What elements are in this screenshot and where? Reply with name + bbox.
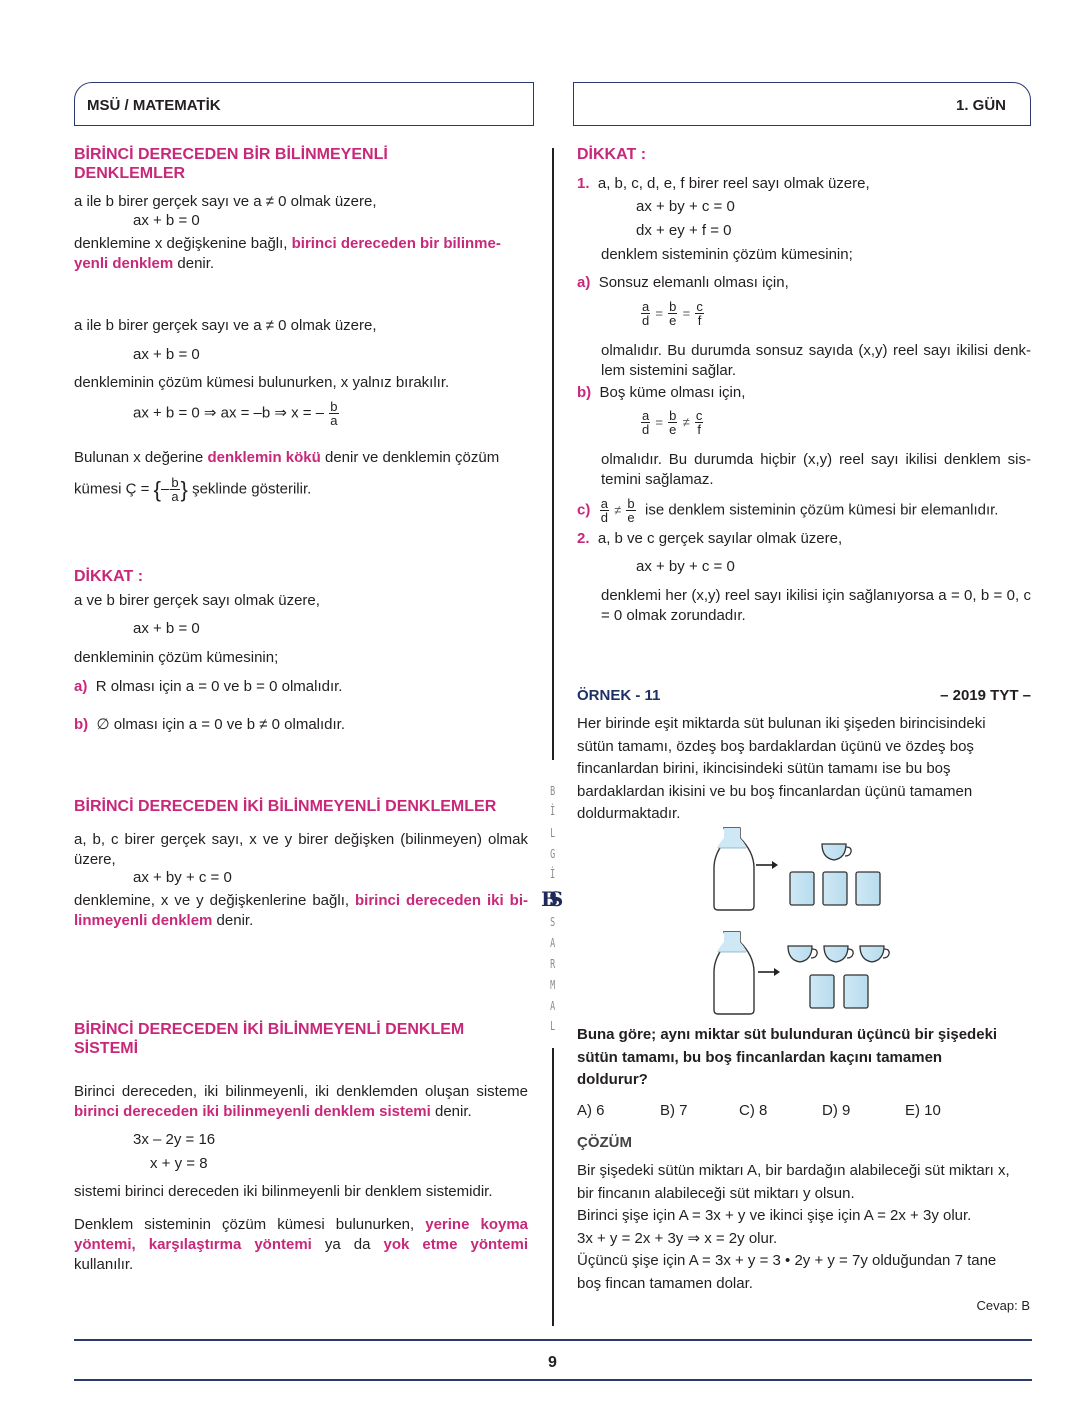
denominator: e	[669, 422, 677, 437]
sidebar-letter: L	[550, 1019, 556, 1033]
sidebar-letter: G	[550, 847, 556, 861]
text: denir.	[430, 1102, 472, 1120]
numerator: b	[627, 496, 635, 511]
text: a, b, c birer gerçek sayı, x ve y birer değişken (bilinmeyen) olmak üzere,	[74, 831, 528, 868]
text: sistemi birinci dereceden iki bilinmeyenli bir denklem sistemidir.	[74, 1183, 493, 1200]
footer-divider-bottom	[74, 1379, 1032, 1381]
section-title-line: DENKLEMLER	[74, 165, 186, 183]
section-title-line: BİRİNCİ DERECEDEN İKİ BİLİNMEYENLİ DENKLEM	[74, 1021, 465, 1038]
numerator: c	[695, 408, 703, 423]
equation: dx + ey + f = 0	[636, 222, 732, 239]
page-number: 9	[548, 1354, 557, 1371]
numerator: a	[642, 299, 650, 314]
text: a, b, c, d, e, f birer reel sayı olmak üzere,	[597, 175, 870, 192]
text: Boş küme olması için,	[599, 384, 746, 401]
item-label: b)	[74, 716, 89, 733]
text: denklemine, x ve y değişkenlerine bağlı,	[74, 892, 356, 909]
header-left-box	[74, 82, 534, 126]
operator: ≠	[682, 414, 690, 430]
item-label: c)	[577, 501, 591, 519]
numerator: b	[669, 299, 677, 314]
option-b: B) 7	[660, 1102, 688, 1119]
section-title-line: BİRİNCİ DERECEDEN BİR BİLİNMEYENLİ	[74, 146, 388, 163]
text: ise denklem sisteminin çözüm kümesi bir elemanlıdır.	[644, 501, 999, 519]
sidebar-letter: L	[550, 826, 556, 840]
solution-line: Üçüncü şişe için A = 3x + y = 3 • 2y + y = 7y olduğundan 7 tane	[577, 1252, 997, 1269]
denominator: f	[697, 313, 702, 328]
operator: =	[682, 305, 691, 321]
denominator: a	[171, 489, 179, 505]
equation: 3x – 2y = 16	[133, 1131, 216, 1148]
equation: ax + by + c = 0	[636, 558, 735, 575]
text: a, b ve c gerçek sayılar olmak üzere,	[597, 530, 843, 547]
numerator: b	[330, 399, 338, 414]
operator: ≠	[614, 502, 622, 518]
footer-divider-top	[74, 1339, 1032, 1341]
text: denklemi her (x,y) reel sayı ikilisi için sağlanıyorsa a = 0, b = 0, c = 0 olmak zorundadır.	[601, 587, 1031, 624]
condition-a	[577, 273, 789, 293]
definition-text: a ile b birer gerçek sayı ve a ≠ 0 olmak üzere,	[74, 193, 377, 210]
item-number: 2.	[577, 530, 590, 547]
column-divider-top	[552, 148, 554, 760]
text: Denklem sisteminin çözüm kümesi bulunurken,	[74, 1216, 426, 1233]
denominator: e	[627, 510, 635, 525]
cup-icon	[824, 946, 853, 962]
highlight-term: birinci dereceden bir bilinme-	[291, 235, 501, 252]
operator: =	[655, 305, 663, 321]
answer-options	[577, 1101, 977, 1121]
highlight-term: yok etme yöntemi	[383, 1235, 528, 1253]
highlight-term: yerine koyma yöntemi, karşılaştırma yöntemi	[74, 1216, 529, 1253]
glass-icon	[823, 872, 847, 905]
methods-paragraph	[74, 1215, 528, 1274]
publisher-logo-icon: BS	[541, 887, 555, 911]
equation: x + y = 8	[150, 1155, 208, 1172]
condition-b-formula	[640, 409, 704, 436]
bottle-cups-glasses-illustration	[700, 820, 900, 1020]
arrow-right-icon	[758, 968, 780, 976]
option-c: C) 8	[739, 1102, 768, 1119]
text: denkleminin çözüm kümesinin;	[74, 649, 279, 666]
item-label: b)	[577, 384, 592, 401]
denominator: a	[330, 413, 338, 428]
numerator: b	[171, 475, 179, 491]
item-number: 1.	[577, 175, 590, 192]
cup-icon	[860, 946, 889, 962]
solution-line: Bir şişedeki sütün miktarı A, bir bardağın alabileceği süt miktarı x,	[577, 1162, 1010, 1179]
cup-icon	[822, 844, 851, 860]
fraction	[329, 400, 338, 427]
text: Birinci dereceden, iki bilinmeyenli, iki denklemden oluşan sisteme	[74, 1083, 528, 1100]
question-prompt: Buna göre; aynı miktar süt bulunduran üçüncü bir şişedeki sütün tamamı, bu boş fincanlardan kaçını tamamen doldurur?	[577, 1026, 998, 1088]
highlight-term: denklemin kökü	[207, 449, 321, 466]
fraction	[170, 476, 179, 503]
definition-paragraph	[74, 891, 528, 931]
definition-paragraph	[74, 234, 528, 274]
glass-icon	[844, 975, 868, 1008]
denominator: e	[669, 313, 677, 328]
glass-icon	[810, 975, 834, 1008]
text: ya da	[311, 1235, 384, 1253]
milk-bottles-figure	[700, 820, 900, 1020]
header-right-box	[573, 82, 1031, 126]
solution-title: ÇÖZÜM	[577, 1134, 632, 1151]
condition-a-formula	[640, 300, 705, 327]
glass-icon	[790, 872, 814, 905]
sidebar-letter: S	[550, 915, 556, 929]
numerator: c	[696, 299, 703, 314]
sidebar-letter: İ	[550, 804, 556, 818]
text: Sonsuz elemanlı olması için,	[598, 274, 789, 291]
solution-body	[577, 1160, 1010, 1295]
example-source: – 2019 TYT –	[940, 687, 1031, 704]
highlight-term: birinci dereceden iki bi-linmeyenli denklem	[74, 892, 528, 929]
milk-bottle-icon	[714, 828, 754, 910]
dikkat-title: DİKKAT :	[74, 568, 144, 585]
equation: ax + by + c = 0	[133, 869, 232, 886]
text: denkleminin çözüm kümesi bulunurken, x yalnız bırakılır.	[74, 374, 450, 391]
glass-icon	[856, 872, 880, 905]
condition-b	[577, 383, 745, 403]
column-divider-bottom	[552, 1048, 554, 1326]
dikkat-title: DİKKAT :	[577, 146, 647, 163]
solution-line: 3x + y = 2x + 3y ⇒ x = 2y olur.	[577, 1229, 778, 1247]
solution-line: bir fincanın alabileceği süt miktarı y olsun.	[577, 1184, 855, 1202]
arrow-right-icon	[756, 861, 778, 869]
text: olmalıdır. Bu durumda hiçbir (x,y) reel sayı ikilisi denklem sis-temini sağlamaz.	[601, 451, 1031, 488]
text: denir.	[212, 911, 254, 929]
equation: ax + b = 0	[133, 212, 200, 229]
note-2	[577, 529, 842, 549]
condition-c	[577, 497, 998, 524]
note-1	[577, 174, 870, 194]
solution-set-notation: kümesi Ç = {– $\frac{b}{a}$ } şeklinde gösterilir.	[74, 475, 312, 505]
text: denir ve denklemin çözüm	[320, 449, 500, 466]
text: R olması için a = 0 ve b = 0 olmalıdır.	[95, 678, 343, 695]
denominator: d	[642, 422, 650, 437]
option-e: E) 10	[905, 1102, 941, 1119]
numerator: a	[600, 496, 608, 511]
equation: ax + b = 0	[133, 346, 200, 363]
header-subject-title: MSÜ / MATEMATİK	[87, 97, 221, 114]
example-question-text: Her birinde eşit miktarda süt bulunan iki şişeden birincisindeki sütün tamamı, özdeş boş bardaklardan üçünü ve özdeş boş fincanlardan birini, ikincisindeki sütün tamamı ise bu boş bardaklardan ikisini ve bu boş fincanlardan üçünü tamamen doldurmaktadır.	[577, 715, 986, 822]
header-day-title: 1. GÜN	[955, 97, 1006, 114]
denominator: d	[642, 313, 650, 328]
denominator: d	[600, 510, 608, 525]
text: olmalıdır. Bu durumda sonsuz sayıda (x,y) reel sayı ikilisi denk-lem sistemini sağlar.	[601, 342, 1031, 379]
text: denklem sisteminin çözüm kümesinin;	[601, 246, 853, 263]
operator: =	[655, 414, 663, 430]
root-definition	[74, 448, 528, 468]
sidebar-letter: M	[550, 978, 556, 992]
option-a: A) 6	[577, 1102, 605, 1119]
equation: ax + by + c = 0	[636, 198, 735, 215]
answer-key: Cevap: B	[976, 1298, 1030, 1313]
section-title	[74, 1020, 464, 1058]
solution-line: Birinci şişe için A = 3x + y ve ikinci şişe için A = 2x + 3y olur.	[577, 1207, 972, 1224]
text: şeklinde gösterilir.	[192, 480, 312, 498]
highlight-term: yenli denklem	[74, 254, 174, 272]
highlight-term: birinci dereceden iki bilinmeyenli denklem sistemi	[74, 1102, 431, 1120]
text: denir.	[173, 254, 215, 272]
section-title	[74, 145, 388, 183]
text: kullanılır.	[74, 1255, 134, 1273]
definition-paragraph	[74, 1082, 528, 1122]
sidebar-letter: R	[550, 957, 556, 971]
sidebar-letter: A	[550, 936, 556, 950]
text: a ve b birer gerçek sayı olmak üzere,	[74, 592, 320, 609]
solution-line: boş fincan tamamen dolar.	[577, 1274, 753, 1292]
text: a ile b birer gerçek sayı ve a ≠ 0 olmak üzere,	[74, 317, 377, 334]
sidebar-letter: A	[550, 999, 556, 1013]
equation-solution	[133, 400, 340, 427]
option-d: D) 9	[822, 1102, 851, 1119]
text: denklemine x değişkenine bağlı,	[74, 235, 292, 252]
numerator: b	[669, 408, 677, 423]
equation: ax + b = 0	[133, 620, 200, 637]
text: Bulunan x değerine	[74, 449, 208, 466]
section-title-line: SİSTEMİ	[74, 1040, 139, 1058]
sidebar-letter: B	[550, 784, 556, 798]
cup-icon	[788, 946, 817, 962]
text: ∅ olması için a = 0 ve b ≠ 0 olmalıdır.	[96, 716, 346, 733]
text: kümesi Ç =	[74, 480, 154, 498]
numerator: a	[642, 408, 650, 423]
section-title: BİRİNCİ DERECEDEN İKİ BİLİNMEYENLİ DENKLEMLER	[74, 798, 497, 815]
sidebar-letter: İ	[550, 867, 556, 881]
milk-bottle-icon	[714, 932, 754, 1014]
denominator: f	[697, 422, 701, 437]
condition-b	[74, 715, 345, 735]
item-label: a)	[74, 678, 88, 695]
example-title: ÖRNEK - 11	[577, 687, 661, 704]
item-label: a)	[577, 274, 591, 291]
equation-text: ax + b = 0 ⇒ ax = –b ⇒ x = –	[133, 404, 325, 422]
condition-a	[74, 677, 342, 697]
